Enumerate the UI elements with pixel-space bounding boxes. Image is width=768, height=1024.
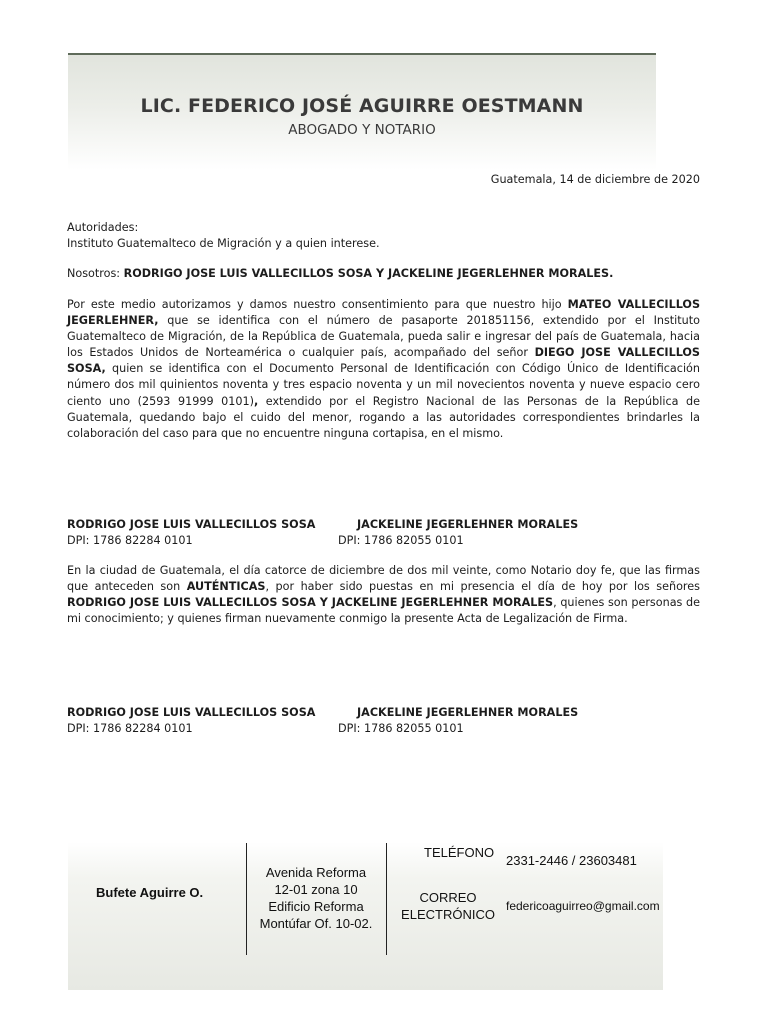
phone-label: TELÉFONO [424, 845, 495, 860]
lawyer-title: ABOGADO Y NOTARIO [288, 122, 436, 138]
lawyer-name: LIC. FEDERICO JOSÉ AGUIRRE OESTMANN [140, 95, 584, 117]
phone-value: 2331-2446 / 23603481 [506, 853, 637, 868]
signer-1-dpi: DPI: 1786 82284 0101 [67, 534, 193, 547]
nosotros-label: Nosotros: [67, 267, 124, 280]
auth-companion-name: DIEGO JOSE VALLECILLOS SOSA, [67, 346, 700, 376]
auth-text-2: que se identifica con el número de pasaporte 201851156, extendido por el Instituto Guatemalteco de Migración, de la República de Guatemala, pueda salir e ingresar del país de Guatemala, hacia los Estados Unidos de Norteamérica o cualquier país, acompañado del señor [67, 314, 700, 360]
signer-2-name: JACKELINE JEGERLEHNER MORALES [357, 518, 579, 531]
notary-act-paragraph [67, 563, 700, 627]
notary-text-1: En la ciudad de Guatemala, el día catorce de diciembre de dos mil veinte, como Notario doy fe, que las firmas que anteceden son [67, 564, 700, 594]
auth-minor-name: MATEO VALLECILLOS JEGERLEHNER, [67, 298, 700, 328]
nosotros-names: RODRIGO JOSE LUIS VALLECILLOS SOSA Y JACKELINE JEGERLEHNER MORALES. [123, 267, 614, 280]
authorization-paragraph [67, 297, 700, 442]
email-label-line-1: CORREO [419, 890, 477, 905]
firm-name: Bufete Aguirre O. [96, 885, 204, 900]
notary-text-2: , por haber sido puestas en mi presencia el día de hoy por los señores [265, 580, 700, 594]
signer-2-dpi: DPI: 1786 82055 0101 [338, 534, 464, 547]
signer-1-name-repeat: RODRIGO JOSE LUIS VALLECILLOS SOSA [67, 706, 316, 719]
addressee-line-2: Instituto Guatemalteco de Migración y a quien interese. [67, 237, 380, 250]
address-line-1: Avenida Reforma [265, 865, 367, 880]
email-label [396, 889, 500, 923]
office-address [248, 864, 384, 932]
address-line-3: Edificio Reforma [268, 899, 364, 914]
auth-text-4: extendido por el Registro Nacional de las Personas de la República de Guatemala, quedando bajo el cuido del menor, rogando a las autoridades correspondientes brindarles la colaboración del caso para que no encuentre ninguna cortapisa, en el mismo. [67, 394, 700, 440]
auth-text-1: Por este medio autorizamos y damos nuestro consentimiento para que nuestro hijo [67, 298, 568, 311]
addressee-line-1: Autoridades: [67, 221, 139, 234]
footer-divider-1 [246, 843, 247, 955]
auth-text-3: quien se identifica con el Documento Personal de Identificación con Código Único de Identificación número dos mil quinientos noventa y tres espacio noventa y un mil novecientos noventa y nueve espacio cero ciento uno (2593 91999 0101) [67, 362, 700, 408]
auth-comma: , [253, 394, 259, 408]
signer-2-name-repeat: JACKELINE JEGERLEHNER MORALES [357, 706, 579, 719]
notary-authentic: AUTÉNTICAS [186, 580, 266, 594]
address-line-4: Montúfar Of. 10-02. [259, 916, 373, 931]
nosotros-line [67, 266, 613, 282]
signer-1-dpi-repeat: DPI: 1786 82284 0101 [67, 722, 193, 735]
date-line: Guatemala, 14 de diciembre de 2020 [490, 173, 700, 186]
signer-1-name: RODRIGO JOSE LUIS VALLECILLOS SOSA [67, 518, 316, 531]
email-value: federicoaguirreo@gmail.com [506, 899, 660, 913]
footer-divider-2 [386, 843, 387, 955]
signer-2-dpi-repeat: DPI: 1786 82055 0101 [338, 722, 464, 735]
notary-text-3: , quienes son personas de mi conocimiento; y quienes firman nuevamente conmigo la presente Acta de Legalización de Firma. [67, 596, 700, 626]
address-line-2: 12-01 zona 10 [274, 882, 358, 897]
letterhead [68, 53, 656, 170]
notary-signers: RODRIGO JOSE LUIS VALLECILLOS SOSA Y JACKELINE JEGERLEHNER MORALES [67, 596, 554, 610]
email-label-line-2: ELECTRÓNICO [401, 907, 495, 922]
